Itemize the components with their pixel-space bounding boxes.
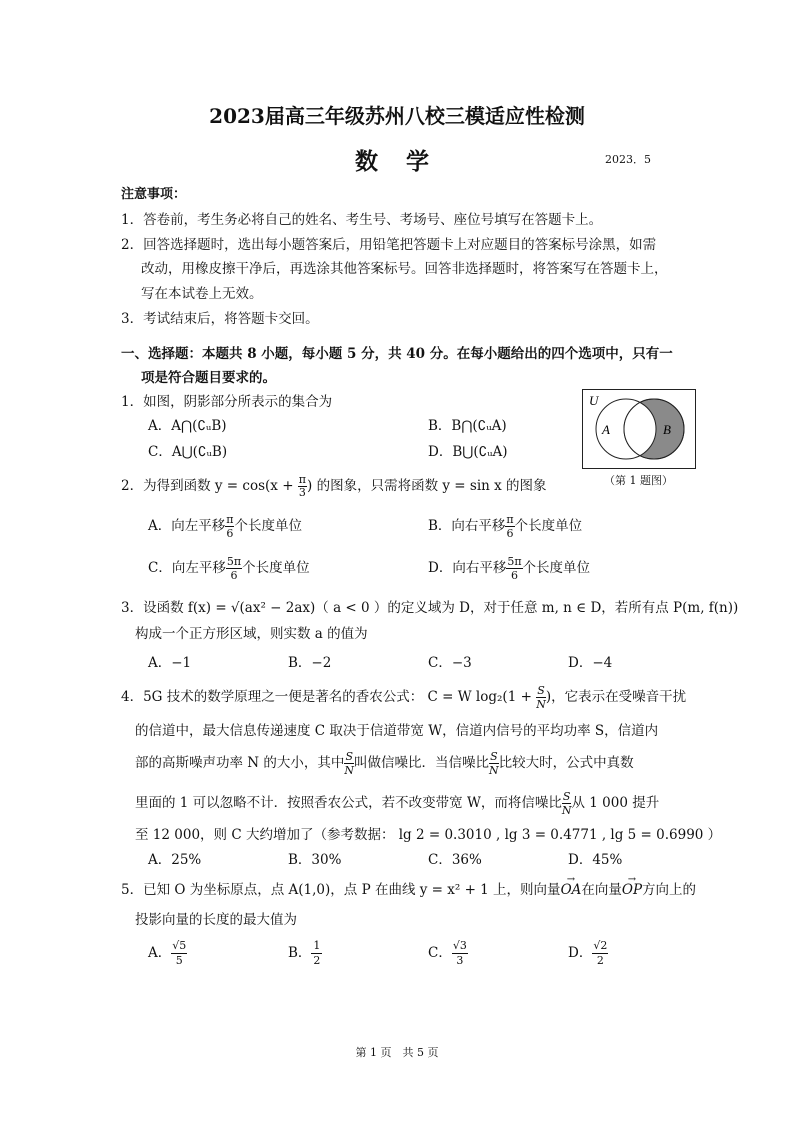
label-b: B [663, 422, 671, 437]
q4-line-1: 4．5G 技术的数学原理之一便是著名的香农公式： C = W log₂(1 + $\frac{S}{N}$ )，它表示在受噪音干扰 [121, 684, 687, 711]
q1-option-c: C．A⋃(∁ᵤB) [148, 444, 228, 460]
section-heading-line-1: 一、选择题：本题共 8 小题，每小题 5 分，共 40 分。在每小题给出的四个选项中，只有一 [121, 346, 673, 362]
q2-stem [121, 474, 547, 499]
q2-option-d: D．向右平移 $\frac{5\pi}{6}$ 个长度单位 [428, 555, 591, 582]
q1-option-d: D．B⋃(∁ᵤA) [428, 444, 508, 460]
q1-stem: 1．如图，阴影部分所表示的集合为 [121, 394, 333, 410]
notice-line-3: 改动，用橡皮擦干净后，再选涂其他答案标号。回答非选择题时，将答案写在答题卡上， [141, 261, 668, 277]
q4-line-4: 里面的 1 可以忽略不计．按照香农公式，若不改变带宽 W，而将信噪比 $\frac{S}{N}$ 从 1 000 提升 [135, 790, 660, 817]
q5-line-2: 投影向量的长度的最大值为 [135, 912, 297, 928]
label-a: A [602, 422, 610, 437]
notice-line-4: 写在本试卷上无效。 [141, 286, 263, 302]
label-u: U [589, 393, 599, 408]
q5-option-d: D． $\frac{√2}{2}$ [568, 939, 608, 967]
section-heading-line-2: 项是符合题目要求的。 [141, 370, 276, 386]
figure-caption: （第 1 题图） [604, 474, 673, 487]
q2-frac: $\frac{\pi}{3}$ [298, 473, 307, 499]
q3-line-1: 3．设函数 f(x) = √(ax² − 2ax)（ a < 0 ）的定义域为 D，对于任意 m, n ∈ D，若所有点 P(m, f(n)) [121, 600, 739, 616]
notice-line-5: 3．考试结束后，将答题卡交回。 [121, 311, 319, 327]
notice-heading: 注意事项： [121, 187, 187, 202]
q5-option-a: A． $\frac{√5}{5}$ [148, 939, 187, 967]
notice-line-1: 1．答卷前，考生务必将自己的姓名、考生号、考场号、座位号填写在答题卡上。 [121, 212, 603, 228]
q4-option-c: C．36% [428, 852, 482, 868]
q5-option-b: B． $\frac{1}{2}$ [288, 939, 321, 967]
q4-line-5: 至 12 000，则 C 大约增加了（参考数据： lg 2 = 0.3010 , lg 3 = 0.4771 , lg 5 = 0.6990 ） [135, 827, 722, 843]
q3-line-2: 构成一个正方形区域，则实数 a 的值为 [135, 626, 368, 642]
q2-option-b: B．向右平移 $\frac{\pi}{6}$ 个长度单位 [428, 513, 583, 540]
q4-option-a: A．25% [148, 852, 202, 868]
q4-line-3: 部的高斯噪声功率 N 的大小，其中 $\frac{S}{N}$ 叫做信噪比．当信噪比 $\frac{S}{N}$ 比较大时，公式中真数 [135, 750, 634, 777]
exam-title: 2023届高三年级苏州八校三模适应性检测 [209, 104, 585, 128]
q2-option-a: A．向左平移 $\frac{\pi}{6}$ 个长度单位 [148, 513, 302, 540]
q3-option-a: A．−1 [148, 655, 192, 671]
notice-line-2: 2．回答选择题时，选出每小题答案后，用铅笔把答题卡上对应题目的答案标号涂黑，如需 [121, 237, 657, 253]
q3-option-d: D．−4 [568, 655, 613, 671]
venn-diagram [582, 389, 696, 469]
exam-date: 2023．5 [605, 153, 651, 166]
venn-svg [583, 390, 695, 468]
q2-option-c: C．向左平移 $\frac{5\pi}{6}$ 个长度单位 [148, 555, 310, 582]
q4-line-2: 的信道中，最大信息传递速度 C 取决于信道带宽 W，信道内信号的平均功率 S，信道内 [135, 723, 659, 739]
q5-line-1: 5．已知 O 为坐标原点，点 A(1,0)，点 P 在曲线 y = x² + 1 上，则向量 → OA在向量 → OP方向上的 [121, 874, 697, 898]
q2-stem-pre: 2．为得到函数 y = cos(x + [121, 478, 298, 494]
q2-stem-post: ) 的图象，只需将函数 y = sin x 的图象 [307, 478, 547, 494]
q1-option-a: A．A⋂(∁ᵤB) [148, 418, 227, 434]
q4-option-d: D．45% [568, 852, 623, 868]
q5-option-c: C． $\frac{√3}{3}$ [428, 939, 467, 967]
q3-option-c: C．−3 [428, 655, 472, 671]
q4-option-b: B．30% [288, 852, 342, 868]
page-footer: 第 1 页 共 5 页 [355, 1046, 439, 1059]
subject-title: 数学 [355, 148, 457, 175]
q3-option-b: B．−2 [288, 655, 332, 671]
q1-option-b: B．B⋂(∁ᵤA) [428, 418, 507, 434]
